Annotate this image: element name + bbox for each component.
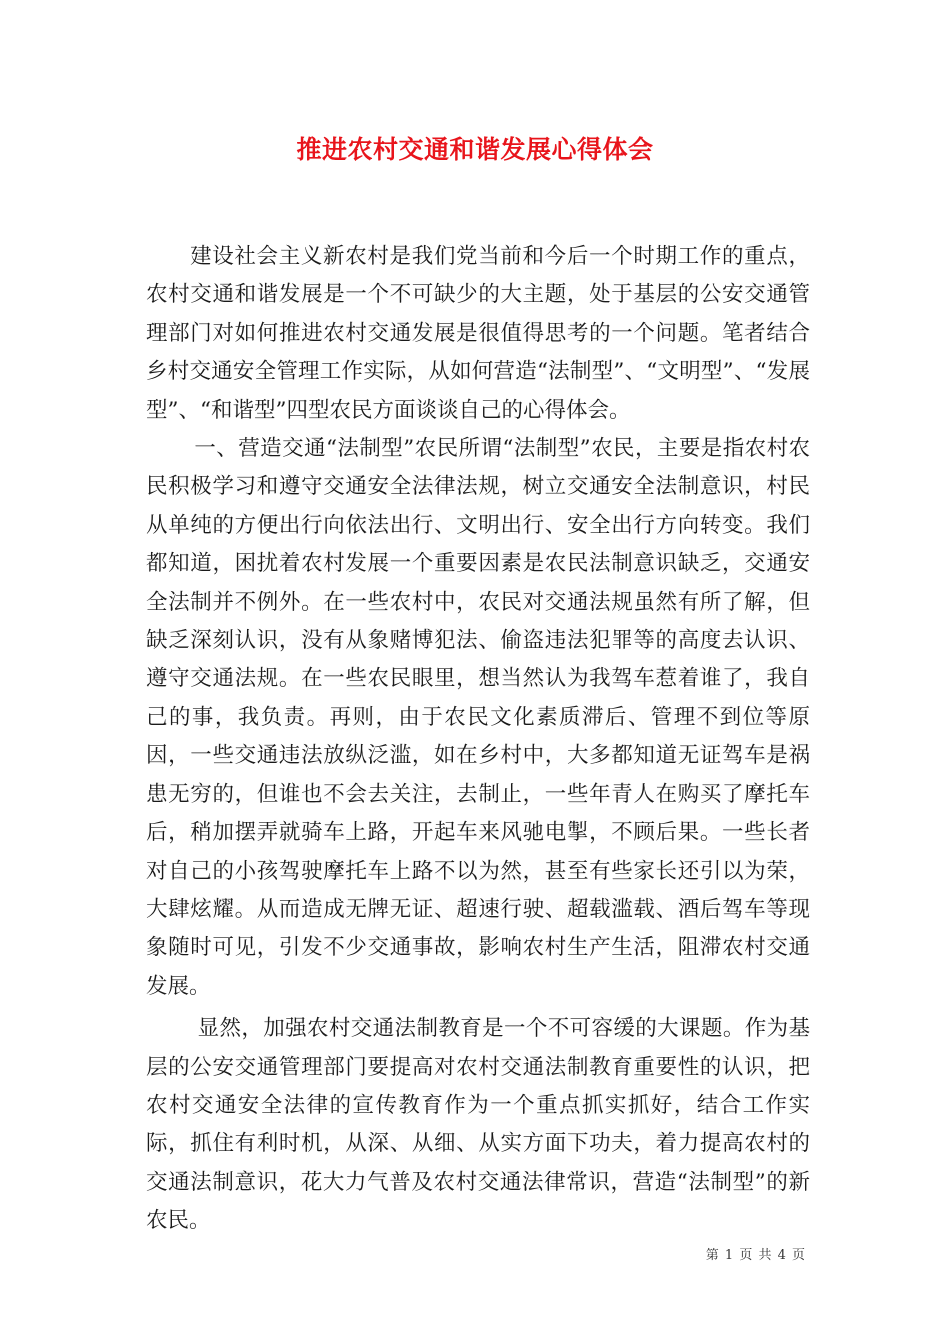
page-number-footer: 第 1 页 共 4 页 — [705, 1248, 806, 1263]
document-body — [146, 238, 810, 1241]
paragraph-section-one: 一、营造交通“法制型”农民所谓“法制型”农民，主要是指农村农民积极学习和遵守交通安全法律法规，树立交通安全法制意识，村民从单纯的方便出行向依法出行、文明出行、安全出行方向转变。我们都知道，困扰着农村发展一个重要因素是农民法制意识缺乏，交通安全法制并不例外。在一些农村中，农民对交通法规虽然有所了解，但缺乏深刻认识，没有从象赌博犯法、偷盗违法犯罪等的高度去认识、遵守交通法规。在一些农民眼里，想当然认为我驾车惹着谁了，我自己的事，我负责。再则，由于农民文化素质滞后、管理不到位等原因，一些交通违法放纵泛滥，如在乡村中，大多都知道无证驾车是祸患无穷的，但谁也不会去关注，去制止，一些年青人在购买了摩托车后，稍加摆弄就骑车上路，开起车来风驰电掣，不顾后果。一些长者对自己的小孩驾驶摩托车上路不以为然，甚至有些家长还引以为荣，大肆炫耀。从而造成无牌无证、超速行驶、超载滥载、酒后驾车等现象随时可见，引发不少交通事故，影响农村生产生活，阻滞农村交通发展。 — [146, 436, 810, 999]
document-title: 推进农村交通和谐发展心得体会 — [296, 135, 654, 164]
paragraph-intro: 建设社会主义新农村是我们党当前和今后一个时期工作的重点，农村交通和谐发展是一个不可缺少的大主题，处于基层的公安交通管理部门对如何推进农村交通发展是很值得思考的一个问题。笔者结合乡村交通安全管理工作实际，从如何营造“法制型”、“文明型”、“发展型”、“和谐型”四型农民方面谈谈自己的心得体会。 — [146, 244, 810, 423]
paragraph-conclusion: 显然，加强农村交通法制教育是一个不可容缓的大课题。作为基层的公安交通管理部门要提高对农村交通法制教育重要性的认识，把农村交通安全法律的宣传教育作为一个重点抓实抓好，结合工作实际，抓住有利时机，从深、从细、从实方面下功夫，着力提高农村的交通法制意识，花大力气普及农村交通法律常识，营造“法制型”的新农民。 — [146, 1016, 810, 1234]
